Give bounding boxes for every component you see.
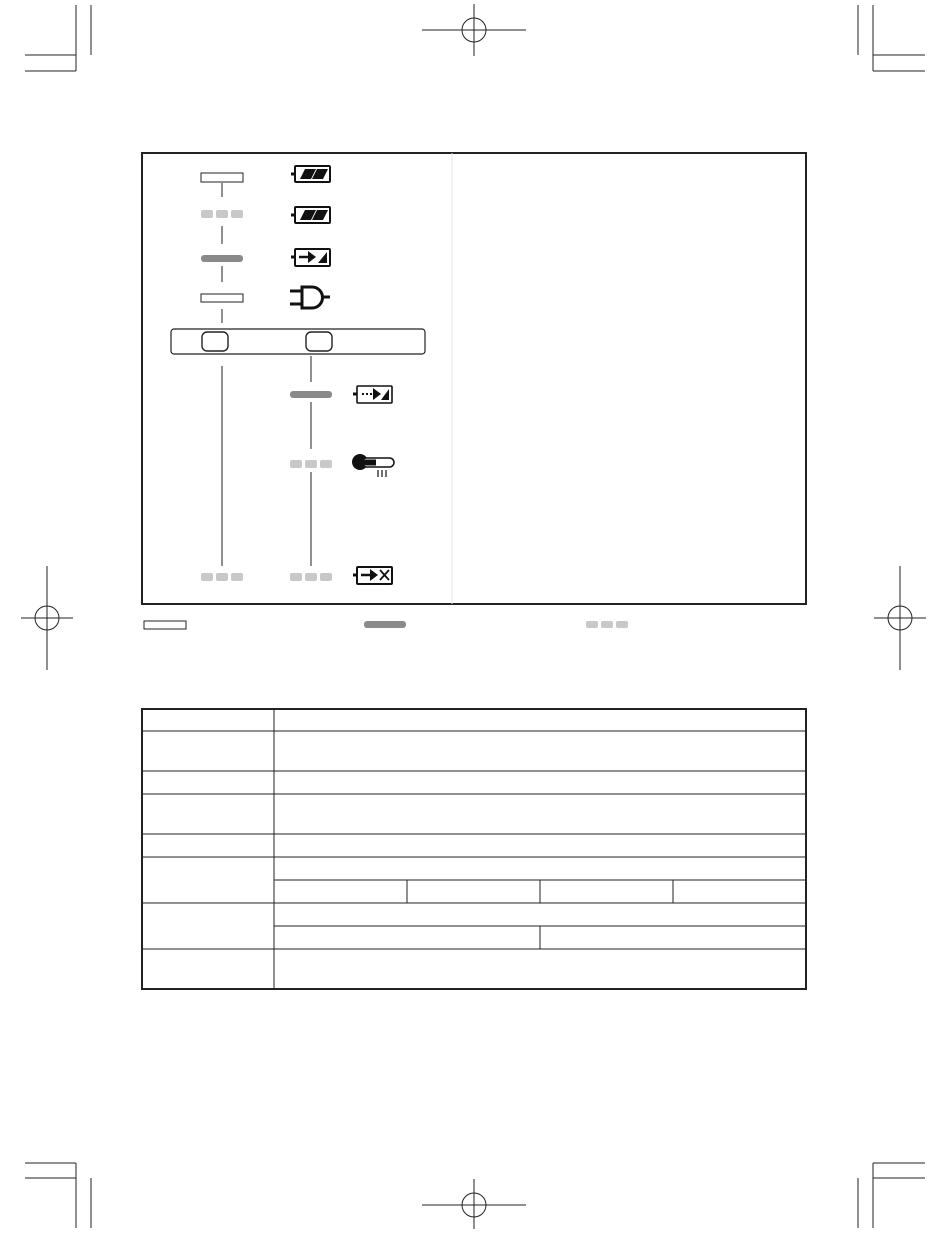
spec-table-frame <box>142 709 806 989</box>
